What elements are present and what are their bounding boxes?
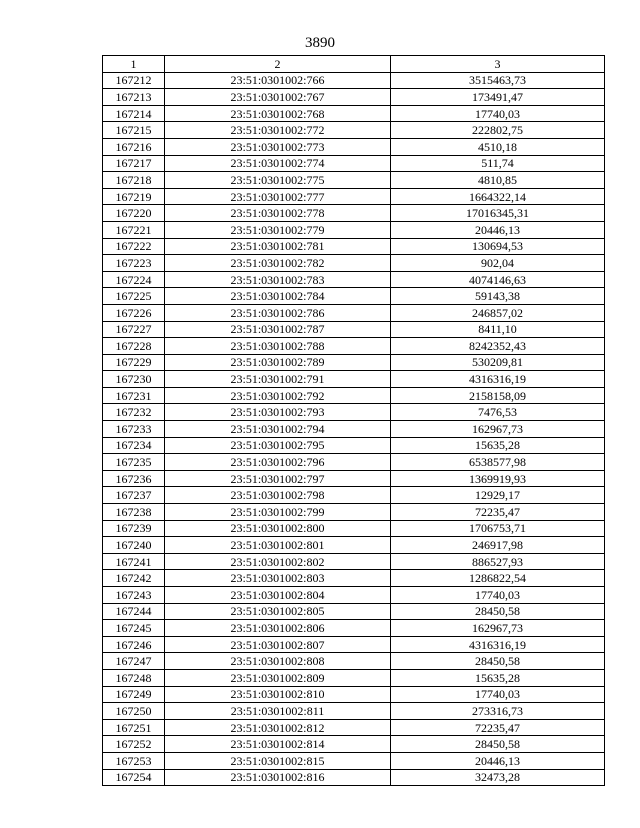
cadastral-number-cell: 23:51:0301002:812 — [165, 719, 391, 736]
value-cell: 6538577,98 — [391, 454, 605, 471]
cadastral-number-cell: 23:51:0301002:803 — [165, 570, 391, 587]
table-row — [103, 487, 605, 504]
cadastral-number-cell: 23:51:0301002:768 — [165, 105, 391, 122]
row-number-cell: 167243 — [103, 587, 165, 604]
value-cell: 1369919,93 — [391, 470, 605, 487]
value-cell: 886527,93 — [391, 553, 605, 570]
table-row — [103, 138, 605, 155]
table-row — [103, 719, 605, 736]
cadastral-number-cell: 23:51:0301002:805 — [165, 603, 391, 620]
table-row — [103, 570, 605, 587]
table-row — [103, 321, 605, 338]
value-cell: 3515463,73 — [391, 72, 605, 89]
row-number-cell: 167236 — [103, 470, 165, 487]
table-row — [103, 404, 605, 421]
value-cell: 72235,47 — [391, 504, 605, 521]
row-number-cell: 167213 — [103, 89, 165, 106]
cadastral-number-cell: 23:51:0301002:808 — [165, 653, 391, 670]
row-number-cell: 167226 — [103, 304, 165, 321]
row-number-cell: 167233 — [103, 421, 165, 438]
cadastral-number-cell: 23:51:0301002:809 — [165, 669, 391, 686]
table-row — [103, 221, 605, 238]
table-row — [103, 636, 605, 653]
cadastral-number-cell: 23:51:0301002:815 — [165, 752, 391, 769]
table-row — [103, 752, 605, 769]
row-number-cell: 167240 — [103, 537, 165, 554]
value-cell: 12929,17 — [391, 487, 605, 504]
row-number-cell: 167217 — [103, 155, 165, 172]
registry-table — [102, 55, 605, 786]
cadastral-number-cell: 23:51:0301002:797 — [165, 470, 391, 487]
row-number-cell: 167223 — [103, 255, 165, 272]
value-cell: 530209,81 — [391, 354, 605, 371]
table-row — [103, 504, 605, 521]
table-row — [103, 338, 605, 355]
table-row — [103, 354, 605, 371]
row-number-cell: 167244 — [103, 603, 165, 620]
column-header-2: 2 — [165, 56, 391, 73]
table-row — [103, 454, 605, 471]
value-cell: 246917,98 — [391, 537, 605, 554]
row-number-cell: 167239 — [103, 520, 165, 537]
cadastral-number-cell: 23:51:0301002:774 — [165, 155, 391, 172]
cadastral-number-cell: 23:51:0301002:810 — [165, 686, 391, 703]
cadastral-number-cell: 23:51:0301002:801 — [165, 537, 391, 554]
value-cell: 4510,18 — [391, 138, 605, 155]
row-number-cell: 167248 — [103, 669, 165, 686]
cadastral-number-cell: 23:51:0301002:788 — [165, 338, 391, 355]
cadastral-number-cell: 23:51:0301002:811 — [165, 703, 391, 720]
value-cell: 222802,75 — [391, 122, 605, 139]
table-row — [103, 155, 605, 172]
row-number-cell: 167245 — [103, 620, 165, 637]
value-cell: 4074146,63 — [391, 271, 605, 288]
cadastral-number-cell: 23:51:0301002:789 — [165, 354, 391, 371]
table-row — [103, 122, 605, 139]
value-cell: 162967,73 — [391, 620, 605, 637]
cadastral-number-cell: 23:51:0301002:783 — [165, 271, 391, 288]
value-cell: 59143,38 — [391, 288, 605, 305]
value-cell: 173491,47 — [391, 89, 605, 106]
column-header-1: 1 — [103, 56, 165, 73]
table-row — [103, 205, 605, 222]
row-number-cell: 167252 — [103, 736, 165, 753]
cadastral-number-cell: 23:51:0301002:814 — [165, 736, 391, 753]
cadastral-number-cell: 23:51:0301002:793 — [165, 404, 391, 421]
column-header-3: 3 — [391, 56, 605, 73]
cadastral-number-cell: 23:51:0301002:786 — [165, 304, 391, 321]
table-row — [103, 421, 605, 438]
table-row — [103, 653, 605, 670]
value-cell: 511,74 — [391, 155, 605, 172]
row-number-cell: 167247 — [103, 653, 165, 670]
table-row — [103, 437, 605, 454]
table-body — [103, 72, 605, 786]
value-cell: 162967,73 — [391, 421, 605, 438]
cadastral-number-cell: 23:51:0301002:778 — [165, 205, 391, 222]
value-cell: 902,04 — [391, 255, 605, 272]
value-cell: 1664322,14 — [391, 188, 605, 205]
row-number-cell: 167229 — [103, 354, 165, 371]
page-number: 3890 — [305, 35, 335, 51]
value-cell: 72235,47 — [391, 719, 605, 736]
table-row — [103, 304, 605, 321]
row-number-cell: 167232 — [103, 404, 165, 421]
table-row — [103, 238, 605, 255]
value-cell: 130694,53 — [391, 238, 605, 255]
cadastral-number-cell: 23:51:0301002:799 — [165, 504, 391, 521]
row-number-cell: 167224 — [103, 271, 165, 288]
value-cell: 28450,58 — [391, 603, 605, 620]
row-number-cell: 167253 — [103, 752, 165, 769]
table-row — [103, 620, 605, 637]
row-number-cell: 167222 — [103, 238, 165, 255]
value-cell: 20446,13 — [391, 221, 605, 238]
row-number-cell: 167219 — [103, 188, 165, 205]
table-row — [103, 537, 605, 554]
cadastral-number-cell: 23:51:0301002:767 — [165, 89, 391, 106]
row-number-cell: 167230 — [103, 371, 165, 388]
value-cell: 15635,28 — [391, 437, 605, 454]
table-row — [103, 255, 605, 272]
value-cell: 15635,28 — [391, 669, 605, 686]
value-cell: 20446,13 — [391, 752, 605, 769]
cadastral-number-cell: 23:51:0301002:795 — [165, 437, 391, 454]
table-row — [103, 553, 605, 570]
cadastral-number-cell: 23:51:0301002:798 — [165, 487, 391, 504]
value-cell: 4316316,19 — [391, 371, 605, 388]
row-number-cell: 167214 — [103, 105, 165, 122]
value-cell: 1286822,54 — [391, 570, 605, 587]
row-number-cell: 167228 — [103, 338, 165, 355]
value-cell: 17740,03 — [391, 587, 605, 604]
cadastral-number-cell: 23:51:0301002:802 — [165, 553, 391, 570]
row-number-cell: 167237 — [103, 487, 165, 504]
table-row — [103, 288, 605, 305]
row-number-cell: 167227 — [103, 321, 165, 338]
cadastral-number-cell: 23:51:0301002:794 — [165, 421, 391, 438]
value-cell: 28450,58 — [391, 736, 605, 753]
value-cell: 7476,53 — [391, 404, 605, 421]
table-row — [103, 470, 605, 487]
row-number-cell: 167221 — [103, 221, 165, 238]
table-header-row — [103, 56, 605, 73]
value-cell: 17016345,31 — [391, 205, 605, 222]
row-number-cell: 167242 — [103, 570, 165, 587]
table-row — [103, 271, 605, 288]
row-number-cell: 167254 — [103, 769, 165, 786]
table-row — [103, 387, 605, 404]
value-cell: 4810,85 — [391, 172, 605, 189]
row-number-cell: 167238 — [103, 504, 165, 521]
value-cell: 17740,03 — [391, 105, 605, 122]
table-row — [103, 686, 605, 703]
cadastral-number-cell: 23:51:0301002:784 — [165, 288, 391, 305]
cadastral-number-cell: 23:51:0301002:800 — [165, 520, 391, 537]
value-cell: 32473,28 — [391, 769, 605, 786]
row-number-cell: 167215 — [103, 122, 165, 139]
row-number-cell: 167218 — [103, 172, 165, 189]
table-row — [103, 72, 605, 89]
cadastral-number-cell: 23:51:0301002:807 — [165, 636, 391, 653]
value-cell: 8411,10 — [391, 321, 605, 338]
table-row — [103, 703, 605, 720]
cadastral-number-cell: 23:51:0301002:766 — [165, 72, 391, 89]
cadastral-number-cell: 23:51:0301002:787 — [165, 321, 391, 338]
cadastral-number-cell: 23:51:0301002:782 — [165, 255, 391, 272]
cadastral-number-cell: 23:51:0301002:791 — [165, 371, 391, 388]
cadastral-number-cell: 23:51:0301002:779 — [165, 221, 391, 238]
cadastral-number-cell: 23:51:0301002:772 — [165, 122, 391, 139]
table-row — [103, 736, 605, 753]
value-cell: 8242352,43 — [391, 338, 605, 355]
value-cell: 2158158,09 — [391, 387, 605, 404]
table-row — [103, 669, 605, 686]
table-row — [103, 89, 605, 106]
cadastral-number-cell: 23:51:0301002:792 — [165, 387, 391, 404]
table-row — [103, 371, 605, 388]
value-cell: 273316,73 — [391, 703, 605, 720]
row-number-cell: 167216 — [103, 138, 165, 155]
cadastral-number-cell: 23:51:0301002:796 — [165, 454, 391, 471]
cadastral-number-cell: 23:51:0301002:781 — [165, 238, 391, 255]
row-number-cell: 167225 — [103, 288, 165, 305]
row-number-cell: 167249 — [103, 686, 165, 703]
cadastral-number-cell: 23:51:0301002:777 — [165, 188, 391, 205]
table-row — [103, 105, 605, 122]
value-cell: 17740,03 — [391, 686, 605, 703]
table-row — [103, 603, 605, 620]
value-cell: 4316316,19 — [391, 636, 605, 653]
cadastral-number-cell: 23:51:0301002:806 — [165, 620, 391, 637]
cadastral-number-cell: 23:51:0301002:816 — [165, 769, 391, 786]
value-cell: 1706753,71 — [391, 520, 605, 537]
value-cell: 28450,58 — [391, 653, 605, 670]
row-number-cell: 167251 — [103, 719, 165, 736]
table-row — [103, 587, 605, 604]
table-row — [103, 188, 605, 205]
row-number-cell: 167212 — [103, 72, 165, 89]
table-row — [103, 172, 605, 189]
cadastral-number-cell: 23:51:0301002:775 — [165, 172, 391, 189]
cadastral-number-cell: 23:51:0301002:804 — [165, 587, 391, 604]
row-number-cell: 167235 — [103, 454, 165, 471]
table-row — [103, 520, 605, 537]
row-number-cell: 167246 — [103, 636, 165, 653]
cadastral-number-cell: 23:51:0301002:773 — [165, 138, 391, 155]
table-row — [103, 769, 605, 786]
value-cell: 246857,02 — [391, 304, 605, 321]
row-number-cell: 167220 — [103, 205, 165, 222]
row-number-cell: 167241 — [103, 553, 165, 570]
row-number-cell: 167231 — [103, 387, 165, 404]
row-number-cell: 167234 — [103, 437, 165, 454]
row-number-cell: 167250 — [103, 703, 165, 720]
